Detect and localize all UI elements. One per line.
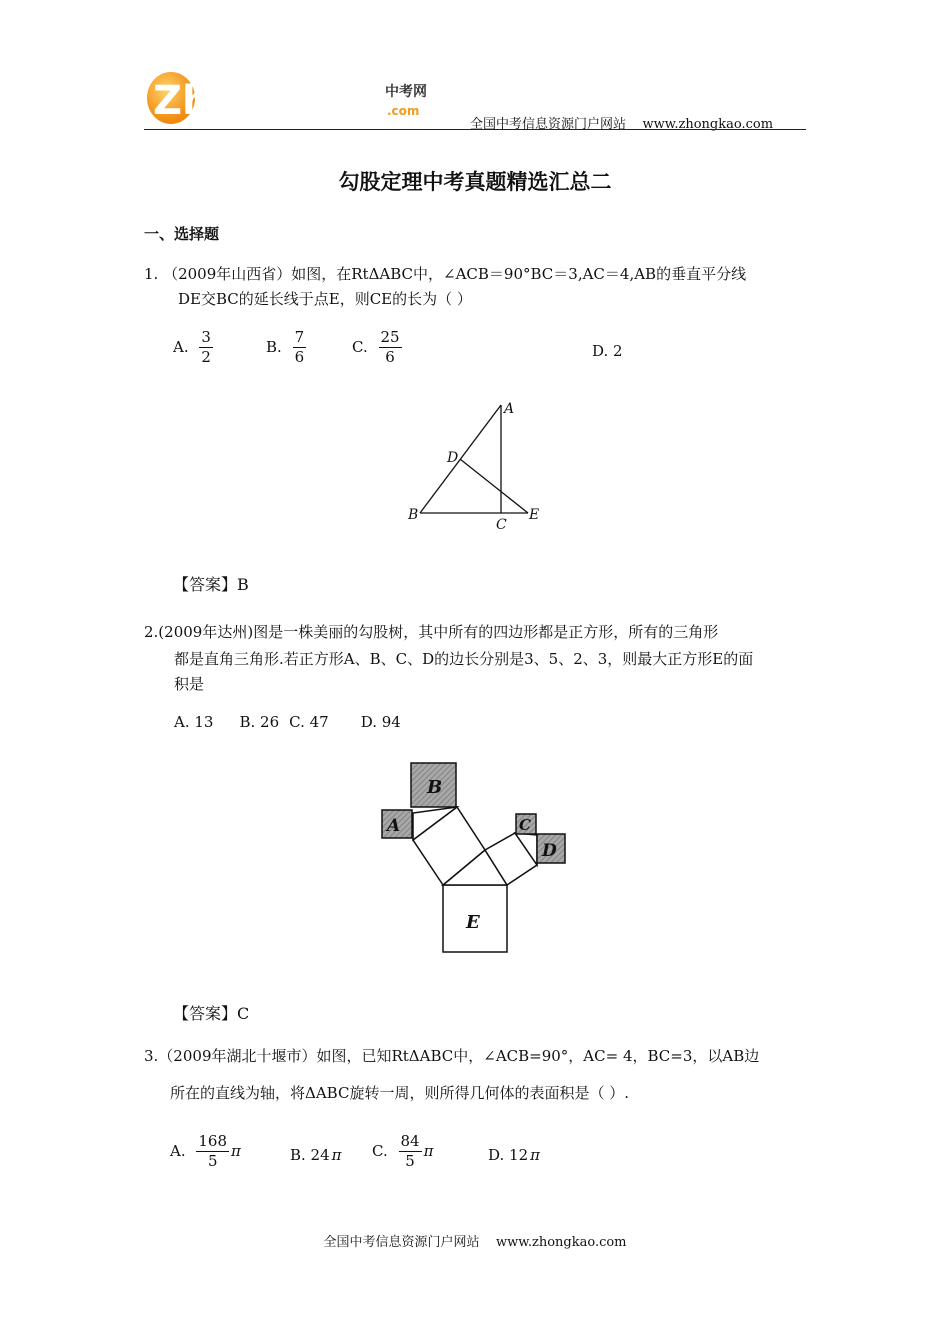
q1-option-a-fraction: $\frac{3}{2}$ [201,328,211,367]
q1-option-c: C. $\frac{25}{6}$ [352,328,400,367]
q1-option-a: A. $\frac{3}{2}$ [173,328,211,367]
q3-option-c-fraction: $\frac{84}{5}$ [400,1132,420,1171]
q2-line1: 2.(2009年达州)图是一株美丽的勾股树，其中所有的四边形都是正方形，所有的三角形 [144,623,719,641]
label-A: A [504,401,515,417]
q1-option-c-fraction: $\frac{25}{6}$ [380,328,400,367]
q1-line1: 1. （2009年山西省）如图，在RtΔABC中，∠ACB＝90°BC＝3,AC＝4,AB的垂直平分线 [144,265,747,283]
q2-answer: 【答案】C [173,1004,250,1023]
segment-DE [460,459,528,513]
q3-option-a-fraction: $\frac{168}{5}$ [198,1132,228,1171]
q1-option-b: B. $\frac{7}{6}$ [266,328,305,367]
q2-pythagoras-tree-figure [375,755,575,960]
label-C: C [496,517,507,533]
header-divider [144,129,806,130]
q2-line3: 积是 [174,675,205,693]
q1-option-b-fraction: $\frac{7}{6}$ [294,328,305,367]
q3-option-d: D. 12 π [488,1146,540,1164]
q2-options [174,713,427,731]
label-sq-B: B [427,777,443,798]
q3-option-a: A. $\frac{168}{5}$ π [170,1132,241,1171]
logo-cn-text: 中考网 [385,84,427,100]
q3-line1: 3.（2009年湖北十堰市）如图，已知RtΔABC中，∠ACB=90°，AC= 4，BC=3，以AB边 [144,1047,760,1065]
label-sq-C: C [519,816,531,834]
q2-option-a: A. 13 [174,713,214,731]
q3-line2: 所在的直线为轴，将ΔABC旋转一周，则所得几何体的表面积是（ ）. [170,1084,629,1102]
label-sq-D: D [542,841,557,861]
page-title: 勾股定理中考真题精选汇总二 [338,170,612,194]
label-E: E [529,507,540,523]
q2-option-c: C. 47 [289,713,329,731]
label-sq-A: A [387,816,401,836]
label-sq-E: E [466,912,480,933]
q1-option-d: D. 2 [592,342,623,360]
footer-site-text: 全国中考信息资源门户网站 www.zhongkao.com [323,1235,627,1250]
label-B: B [408,507,419,523]
q3-option-b: B. 24 π [290,1146,342,1164]
zhongkao-logo [145,68,435,128]
header-site-text: 全国中考信息资源门户网站 www.zhongkao.com [470,117,774,132]
logo-text: Zhongkao [153,78,377,124]
section-heading: 一、选择题 [144,225,220,243]
label-D: D [447,450,459,466]
logo-com-text: .com [387,104,420,118]
q2-option-d: D. 94 [360,713,401,731]
q1-triangle-figure [400,395,550,535]
q1-answer: 【答案】B [173,575,249,594]
q2-line2: 都是直角三角形.若正方形A、B、C、D的边长分别是3、5、2、3，则最大正方形E的面 [174,650,754,668]
q1-line2: DE交BC的延长线于点E，则CE的长为（ ） [178,290,472,308]
q3-option-c: C. $\frac{84}{5}$ π [372,1132,434,1171]
q2-option-b: B. 26 [239,713,280,731]
